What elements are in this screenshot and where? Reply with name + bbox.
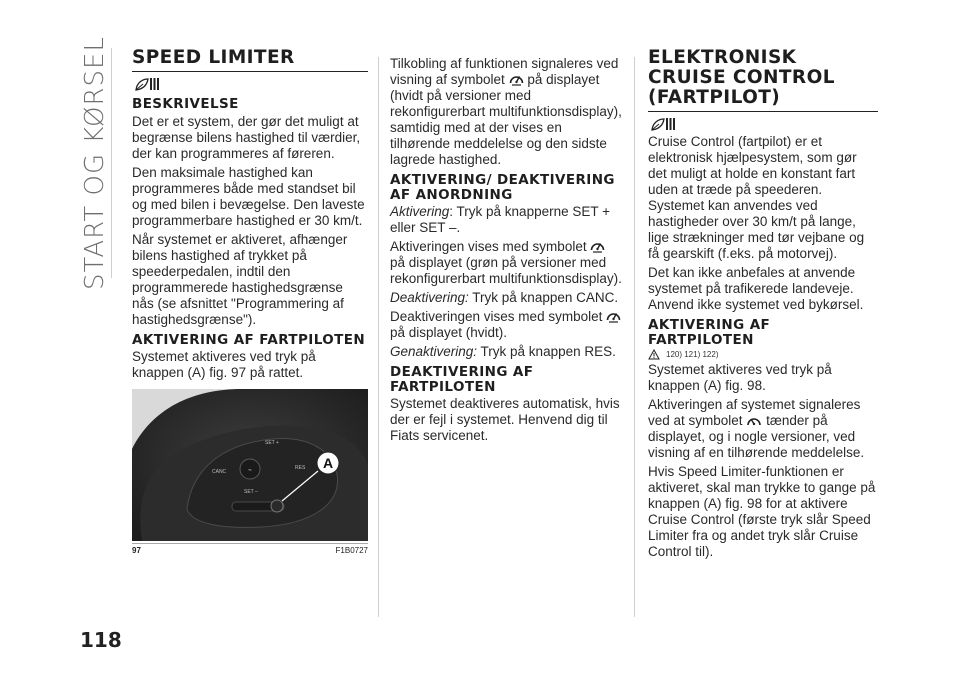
activation-para xyxy=(390,204,622,236)
eco-icon xyxy=(650,116,676,132)
deactivation-symbol-para xyxy=(390,309,622,341)
callout-a-label: A xyxy=(322,455,334,471)
cruise-symbol-para xyxy=(648,397,878,461)
deactivation-text: Tryk på knappen CANC. xyxy=(468,290,619,305)
deactivation-symbol-text-a: Deaktiveringen vises med symbolet xyxy=(390,309,603,324)
cruise-advice-para: Det kan ikke anbefales at anvende systemet på trafikerede landeveje. Anvend ikke systemet ved bykørsel. xyxy=(648,265,864,312)
signal-para xyxy=(390,56,622,168)
figure-caption xyxy=(132,546,368,555)
activation-text: : Tryk på knapperne SET + eller SET –. xyxy=(390,204,610,235)
set-minus-label: SET – xyxy=(244,489,258,495)
activation-symbol-text-a: Aktiveringen vises med symbolet xyxy=(390,239,587,254)
figure-code: F1B0727 xyxy=(335,546,368,555)
signal-text-b: på displayet (hvidt på versioner med rekonfigurerbart multifunktionsdisplay), samtidig med at der vises en tilhørende meddelelse og den sidste lagrede hastighed. xyxy=(390,72,622,167)
signal-text-a: Tilkobling af funktionen signaleres ved visning af symbolet xyxy=(390,56,619,87)
heading-rule xyxy=(648,111,878,112)
description-subheading: BESKRIVELSE xyxy=(132,96,239,112)
figure-number: 97 xyxy=(132,546,141,555)
steering-wheel-figure xyxy=(132,389,368,541)
deactivation-label: Deaktivering: xyxy=(390,290,469,305)
activation-symbol-text-b: på displayet (grøn på versioner med rekonfigurerbart multifunktionsdisplay). xyxy=(390,255,622,286)
cruise-intro-para: Cruise Control (fartpilot) er et elektronisk hjælpesystem, som gør det muligt at holde en konstant fart uden at træde på speederen. Systemet kan anvendes ved hastigheder over 30 km/t på lange, lige strækninger med tør vejbane og få gearskift (f.eks. på motorvej). xyxy=(648,134,865,261)
page-number: 118 xyxy=(80,628,122,652)
speed-limiter-switch-para: Hvis Speed Limiter-funktionen er aktiveret, skal man trykke to gange på knappen (A) fig. 98 for at aktivere Cruise Control (første tryk slår Speed Limiter fra og andet tryk slår Cruise Control til). xyxy=(648,464,876,559)
deactivation-para xyxy=(390,290,622,306)
side-divider xyxy=(111,48,112,278)
speed-limiter-heading: SPEED LIMITER xyxy=(132,47,295,68)
column-2 xyxy=(390,56,622,447)
speed-limiter-icon xyxy=(606,309,621,323)
warning-triangle-icon xyxy=(648,349,660,360)
activation-symbol-para xyxy=(390,239,622,287)
activation-subheading: AKTIVERING AF FARTPILOTEN xyxy=(132,331,366,348)
auto-deactivation-para: Systemet deaktiveres automatisk, hvis der er fejl i systemet. Henvend dig til Fiats servicenet. xyxy=(390,396,620,443)
cruise-symbol-text-a: Aktiveringen af systemet signaleres ved at symbolet xyxy=(648,397,861,428)
description-para: Den maksimale hastighed kan programmeres både med standset bil og med bilen i bevægelse. Den laveste programmerbare hastighed er 30 km/t. xyxy=(132,164,365,228)
cruise-control-icon xyxy=(746,414,762,427)
svg-text:⌁: ⌁ xyxy=(247,467,253,474)
figure-rule xyxy=(132,543,368,544)
column-divider xyxy=(378,57,379,617)
reactivation-label: Genaktivering: xyxy=(390,344,478,359)
section-side-title: START OG KØRSEL xyxy=(80,36,110,290)
speed-limiter-icon xyxy=(509,72,524,86)
reactivation-para xyxy=(390,344,622,360)
column-divider xyxy=(634,57,635,617)
res-label: RES xyxy=(295,465,306,471)
warning-refs: 120) 121) 122) xyxy=(666,350,719,359)
warning-refs-row xyxy=(648,349,878,360)
column-1 xyxy=(132,48,368,555)
heading-rule xyxy=(132,71,368,72)
description-para: Det er et system, der gør det muligt at begrænse bilens hastighed til værdier, der kan programmeres af føreren. xyxy=(132,113,361,161)
cruise-symbol-text-b: tænder på displayet, og i nogle versioner, ved visning af en tilhørende meddelelse. xyxy=(648,413,865,460)
deactivate-cruise-heading: DEAKTIVERING AF FARTPILOTEN xyxy=(390,364,534,395)
cruise-control-heading: ELEKTRONISK CRUISE CONTROL (FARTPILOT) xyxy=(648,47,835,108)
cruise-activation-para: Systemet aktiveres ved tryk på knappen (A) fig. 98. xyxy=(648,362,832,393)
canc-label: CANC xyxy=(212,469,227,475)
deactivation-symbol-text-b: på displayet (hvidt). xyxy=(390,325,508,340)
column-3 xyxy=(648,48,878,563)
activation-para: Systemet aktiveres ved tryk på knappen (A) fig. 97 på rattet. xyxy=(132,349,316,380)
reactivation-text: Tryk på knappen RES. xyxy=(477,344,616,359)
activate-cruise-heading: AKTIVERING AF FARTPILOTEN xyxy=(648,317,771,348)
description-para: Når systemet er aktiveret, afhænger bilens hastighed af trykket på speederpedalen, indtil den programmerede hastighedsgrænse nås (se afsnittet "Programmering af hastighedsgrænse"). xyxy=(132,231,348,327)
toggle-device-heading: AKTIVERING/ DEAKTIVERING AF ANORDNING xyxy=(390,172,615,203)
activation-label: Aktivering xyxy=(390,204,450,219)
set-plus-label: SET + xyxy=(265,440,279,446)
eco-icon xyxy=(134,76,160,92)
speed-limiter-icon xyxy=(590,239,605,253)
